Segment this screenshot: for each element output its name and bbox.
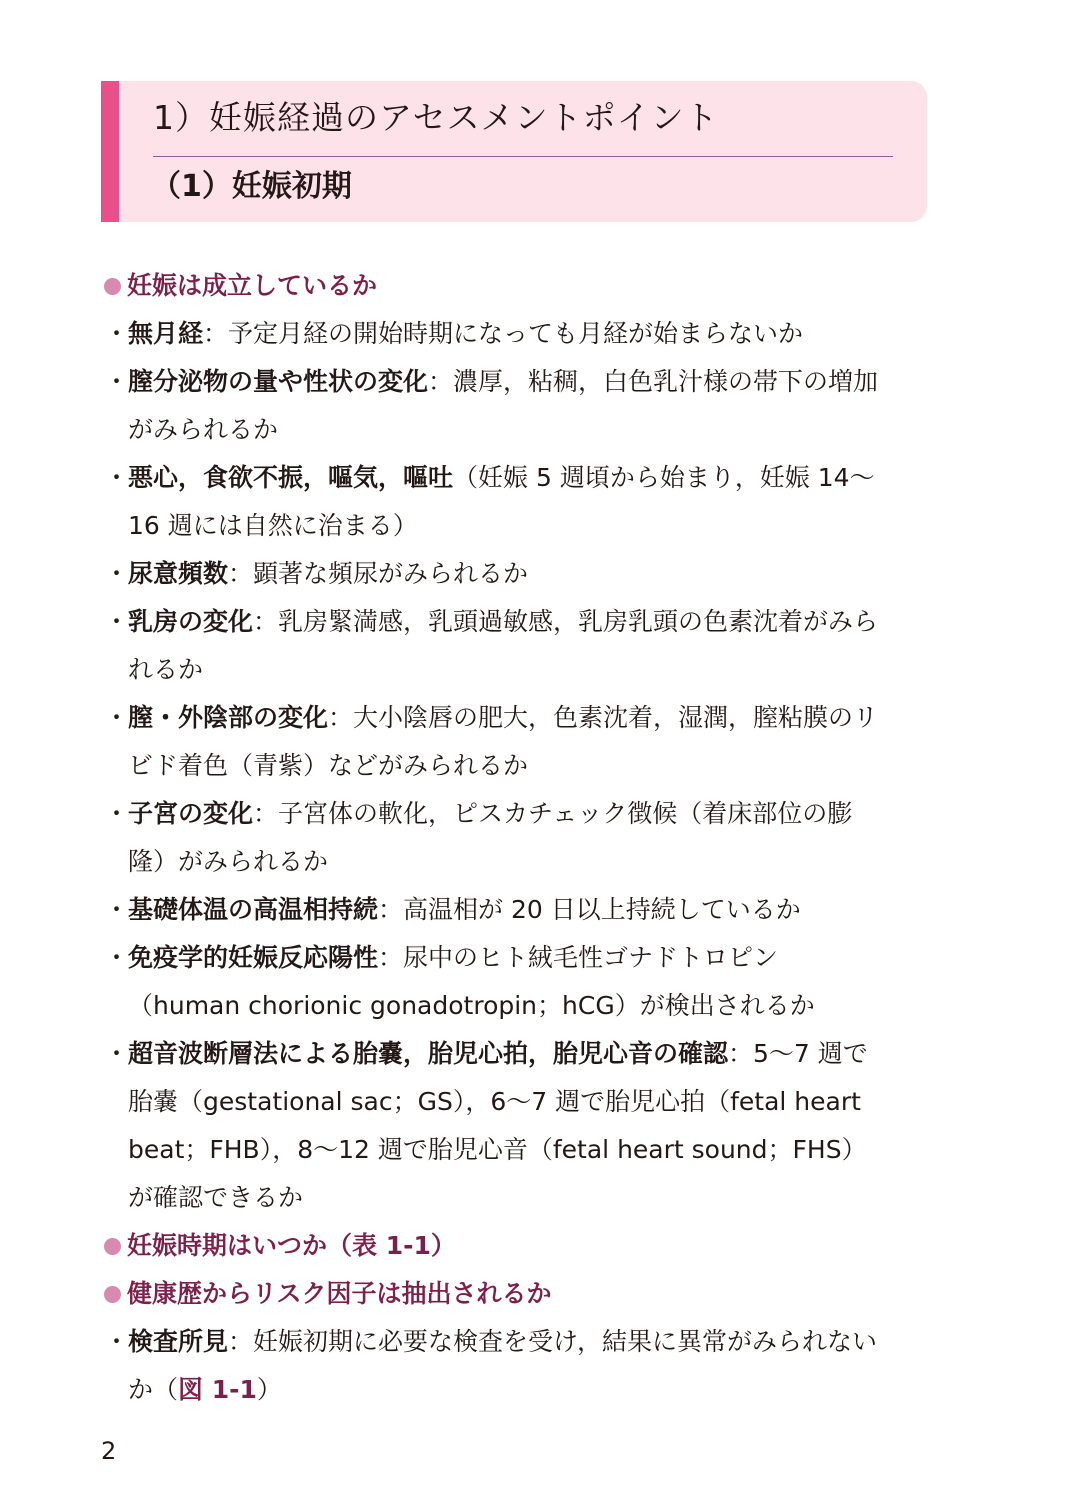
list-item-pregnancy-test: ・免疫学的妊娠反応陽性：尿中のヒト絨毛性ゴナドトロピン: [104, 934, 934, 982]
bullet-mark: ・: [104, 607, 130, 636]
bullet-dot-icon: [104, 1238, 121, 1255]
section-subtitle: （1）妊娠初期: [151, 169, 352, 204]
bullet-mark: ・: [104, 943, 130, 972]
bullet-mark: ・: [104, 799, 130, 828]
list-item-continuation: がみられるか: [128, 415, 279, 444]
content-body: [104, 262, 934, 1414]
list-item-continuation: 胎嚢（gestational sac；GS），6～7 週で胎児心拍（fetal heart: [128, 1087, 861, 1116]
page-number: 2: [101, 1437, 117, 1465]
table-reference: （表 1-1）: [327, 1231, 456, 1260]
heading-risk-factors: 健康歴からリスク因子は抽出されるか: [104, 1270, 934, 1318]
bullet-dot-icon: [104, 1286, 121, 1303]
section-title: 1）妊娠経過のアセスメントポイント: [153, 98, 719, 137]
list-item-discharge: ・膣分泌物の量や性状の変化：濃厚，粘稠，白色乳汁様の帯下の増加: [104, 358, 934, 406]
list-item-continuation: か（図 1-1）: [128, 1375, 282, 1404]
list-item-test-findings: ・検査所見：妊娠初期に必要な検査を受け，結果に異常がみられない: [104, 1318, 934, 1366]
list-item-breast-changes: ・乳房の変化：乳房緊満感，乳頭過敏感，乳房乳頭の色素沈着がみら: [104, 598, 934, 646]
list-item-frequent-urination: ・尿意頻数：顕著な頻尿がみられるか: [104, 550, 934, 598]
list-item-amenorrhea: ・無月経：予定月経の開始時期になっても月経が始まらないか: [104, 310, 934, 358]
bullet-mark: ・: [104, 703, 130, 732]
bullet-dot-icon: [104, 278, 121, 295]
bullet-mark: ・: [104, 367, 130, 396]
bullet-mark: ・: [104, 1327, 130, 1356]
bullet-mark: ・: [104, 463, 130, 492]
list-item-continuation: ビド着色（青紫）などがみられるか: [128, 751, 529, 780]
list-item-basal-temperature: ・基礎体温の高温相持続：高温相が 20 日以上持続しているか: [104, 886, 934, 934]
heading-pregnancy-established: 妊娠は成立しているか: [104, 262, 934, 310]
header-divider: [153, 156, 893, 157]
list-item-continuation: 16 週には自然に治まる）: [128, 511, 418, 540]
bullet-mark: ・: [104, 559, 130, 588]
bullet-mark: ・: [104, 319, 130, 348]
bullet-mark: ・: [104, 1039, 130, 1068]
list-item-continuation: （human chorionic gonadotropin；hCG）が検出されるか: [128, 991, 815, 1020]
list-item-vulva-changes: ・膣・外陰部の変化：大小陰唇の肥大，色素沈着，湿潤，膣粘膜のリ: [104, 694, 934, 742]
list-item-continuation: 隆）がみられるか: [128, 847, 329, 876]
heading-pregnancy-period: 妊娠時期はいつか（表 1-1）: [104, 1222, 934, 1270]
section-header: [101, 81, 927, 222]
list-item-nausea: ・悪心，食欲不振，嘔気，嘔吐（妊娠 5 週頃から始まり，妊娠 14～: [104, 454, 934, 502]
header-accent-bar: [101, 81, 119, 222]
figure-reference: 図 1-1: [178, 1375, 257, 1404]
list-item-uterus-changes: ・子宮の変化：子宮体の軟化，ピスカチェック徴候（着床部位の膨: [104, 790, 934, 838]
list-item-continuation: beat；FHB），8～12 週で胎児心音（fetal heart sound；FHS）: [128, 1135, 867, 1164]
list-item-ultrasound: ・超音波断層法による胎嚢，胎児心拍，胎児心音の確認：5～7 週で: [104, 1030, 934, 1078]
list-item-continuation: が確認できるか: [128, 1183, 304, 1212]
bullet-mark: ・: [104, 895, 130, 924]
list-item-continuation: れるか: [128, 655, 204, 684]
